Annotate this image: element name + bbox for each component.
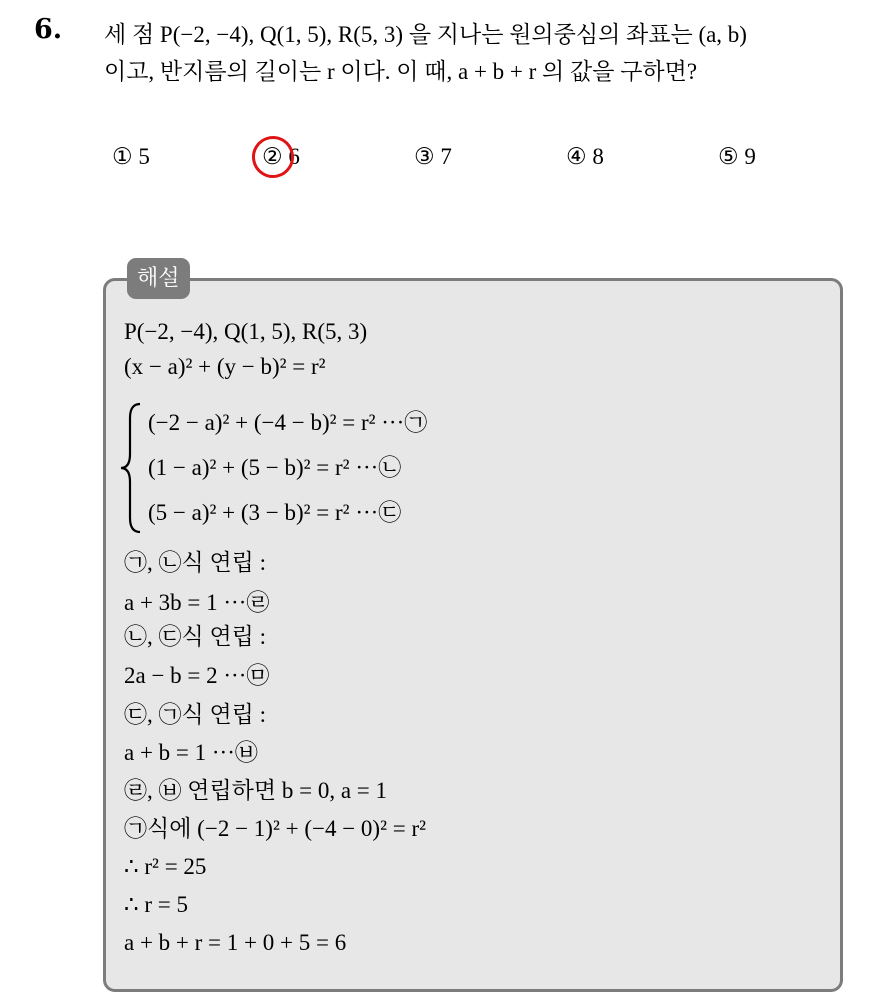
system-brace (118, 402, 144, 534)
choice-2[interactable]: ② 6 (262, 144, 300, 169)
solution-line: ㉠식에 (−2 − 1)² + (−4 − 0)² = r² (124, 816, 426, 841)
choice-4[interactable]: ④ 8 (566, 144, 604, 169)
solution-line: (1 − a)² + (5 − b)² = r² ···㉡ (148, 455, 402, 480)
solution-line: ㉡, ㉢식 연립 : (124, 624, 267, 649)
solution-line: P(−2, −4), Q(1, 5), R(5, 3) (124, 319, 368, 344)
solution-line: ∴ r = 5 (124, 892, 189, 917)
solution-line: a + b + r = 1 + 0 + 5 = 6 (124, 930, 347, 955)
solution-line: a + b = 1 ···㉥ (124, 740, 258, 765)
solution-line: ㉠, ㉡식 연립 : (124, 550, 267, 575)
choice-1[interactable]: ① 5 (112, 144, 150, 169)
question-text (104, 16, 874, 90)
solution-line: a + 3b = 1 ···㉣ (124, 590, 270, 615)
choice-5[interactable]: ⑤ 9 (718, 144, 756, 169)
question-line-1: 세 점 P(−2, −4), Q(1, 5), R(5, 3) 을 지나는 원의중심의 좌표는 (a, b) (104, 22, 747, 47)
solution-line: (−2 − a)² + (−4 − b)² = r² ···㉠ (148, 410, 428, 435)
solution-line: ㉣, ㉥ 연립하면 b = 0, a = 1 (124, 778, 388, 803)
solution-tag: 해설 (127, 258, 190, 299)
question-line-2: 이고, 반지름의 길이는 r 이다. 이 때, a + b + r 의 값을 구하면? (104, 59, 698, 84)
question-number: 6. (34, 14, 63, 45)
solution-line: (5 − a)² + (3 − b)² = r² ···㉢ (148, 500, 402, 525)
solution-line: ㉢, ㉠식 연립 : (124, 702, 267, 727)
solution-line: 2a − b = 2 ···㉤ (124, 663, 270, 688)
solution-line: ∴ r² = 25 (124, 854, 207, 879)
selected-answer-circle (248, 132, 298, 182)
choice-3[interactable]: ③ 7 (414, 144, 452, 169)
solution-line: (x − a)² + (y − b)² = r² (124, 354, 326, 379)
